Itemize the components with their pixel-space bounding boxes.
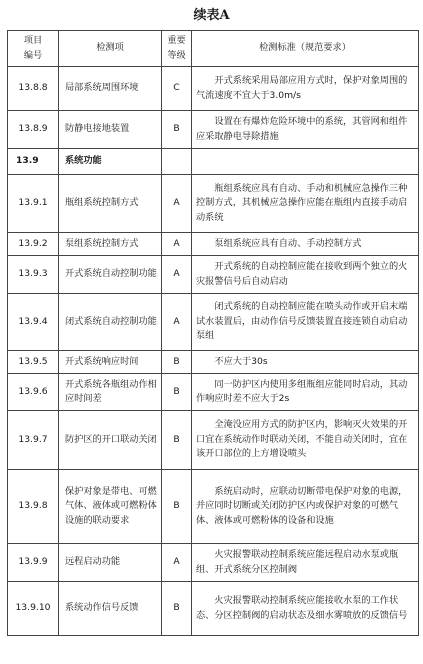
cell-item: 防静电接地装置 (59, 111, 162, 149)
section-row (8, 149, 419, 175)
cell-no: 13.9.2 (8, 233, 59, 256)
cell-level: B (162, 374, 192, 411)
cell-item: 保护对象是带电、可燃气体、液体或可燃粉体设施的联动要求 (59, 470, 162, 544)
cell-level: B (162, 582, 192, 636)
cell-standard: 全淹没应用方式的防护区内，影响灭火效果的开口宜在系统动作时联动关闭，不能自动关闭时，宜在该开口部位的上方增设喷头 (192, 411, 419, 470)
cell-item: 局部系统周围环境 (59, 67, 162, 111)
cell-no: 13.9.1 (8, 175, 59, 233)
cell-item: 系统动作信号反馈 (59, 582, 162, 636)
cell-no: 13.9.3 (8, 256, 59, 294)
table-title: 续表A (193, 8, 230, 23)
cell-standard: 泵组系统应具有自动、手动控制方式 (192, 233, 419, 256)
header-item: 检测项 (59, 31, 162, 67)
cell-no: 13.9.7 (8, 411, 59, 470)
cell-level: A (162, 233, 192, 256)
cell-no: 13.9.5 (8, 351, 59, 374)
cell-standard: 同一防护区内使用多组瓶组应能同时启动，其动作响应时差不应大于2s (192, 374, 419, 411)
table-row (8, 233, 419, 256)
table-row (8, 470, 419, 544)
table-row (8, 582, 419, 636)
cell-level: B (162, 411, 192, 470)
cell-item: 瓶组系统控制方式 (59, 175, 162, 233)
table-row (8, 544, 419, 582)
header-no: 项目 编号 (8, 31, 59, 67)
cell-level: A (162, 294, 192, 351)
cell-standard: 不应大于30s (192, 351, 419, 374)
cell-item: 开式系统响应时间 (59, 351, 162, 374)
table-row (8, 67, 419, 111)
table-row (8, 411, 419, 470)
table-row (8, 111, 419, 149)
cell-no: 13.9.6 (8, 374, 59, 411)
cell-standard: 瓶组系统应具有自动、手动和机械应急操作三种控制方式，其机械应急操作应能在瓶组内直接手动启动系统 (192, 175, 419, 233)
cell-no: 13.9.4 (8, 294, 59, 351)
cell-level: B (162, 111, 192, 149)
cell-standard: 开式系统的自动控制应能在接收到两个独立的火灾报警信号后自动启动 (192, 256, 419, 294)
cell-level: A (162, 256, 192, 294)
cell-item: 闭式系统自动控制功能 (59, 294, 162, 351)
cell-no: 13.9.8 (8, 470, 59, 544)
table-row (8, 175, 419, 233)
cell-item: 泵组系统控制方式 (59, 233, 162, 256)
cell-standard: 闭式系统的自动控制应能在喷头动作或开启末端试水装置后，由动作信号反馈装置直接连锁自动启动泵组 (192, 294, 419, 351)
cell-level: B (162, 470, 192, 544)
cell-level: C (162, 67, 192, 111)
cell-standard: 开式系统采用局部应用方式时，保护对象周围的气流速度不宜大于3.0m/s (192, 67, 419, 111)
cell-no: 13.8.9 (8, 111, 59, 149)
header-row (8, 31, 419, 67)
cell-standard (192, 149, 419, 175)
inspection-table (7, 30, 419, 636)
cell-item: 开式系统自动控制功能 (59, 256, 162, 294)
cell-item: 系统功能 (59, 149, 162, 175)
cell-standard: 设置在有爆炸危险环境中的系统，其管网和组件应采取静电导除措施 (192, 111, 419, 149)
cell-item: 远程启动功能 (59, 544, 162, 582)
cell-level: B (162, 351, 192, 374)
cell-item: 防护区的开口联动关闭 (59, 411, 162, 470)
cell-no: 13.9.10 (8, 582, 59, 636)
cell-no: 13.9 (8, 149, 59, 175)
cell-standard: 火灾报警联动控制系统应能接收水泵的工作状态、分区控制阀的启动状态及细水雾喷放的反馈信号 (192, 582, 419, 636)
table-row (8, 351, 419, 374)
cell-level (162, 149, 192, 175)
cell-standard: 火灾报警联动控制系统应能远程启动水泵或瓶组、开式系统分区控制阀 (192, 544, 419, 582)
header-standard: 检测标准（规范要求） (192, 31, 419, 67)
cell-standard: 系统启动时，应联动切断带电保护对象的电源，并应同时切断或关闭防护区内或保护对象的可燃气体、液体或可燃粉体的设备和设施 (192, 470, 419, 544)
cell-no: 13.8.8 (8, 67, 59, 111)
table-row (8, 374, 419, 411)
table-row (8, 294, 419, 351)
cell-no: 13.9.9 (8, 544, 59, 582)
table-row (8, 256, 419, 294)
cell-level: A (162, 544, 192, 582)
header-level: 重要 等级 (162, 31, 192, 67)
cell-level: A (162, 175, 192, 233)
cell-item: 开式系统各瓶组动作相应时间差 (59, 374, 162, 411)
